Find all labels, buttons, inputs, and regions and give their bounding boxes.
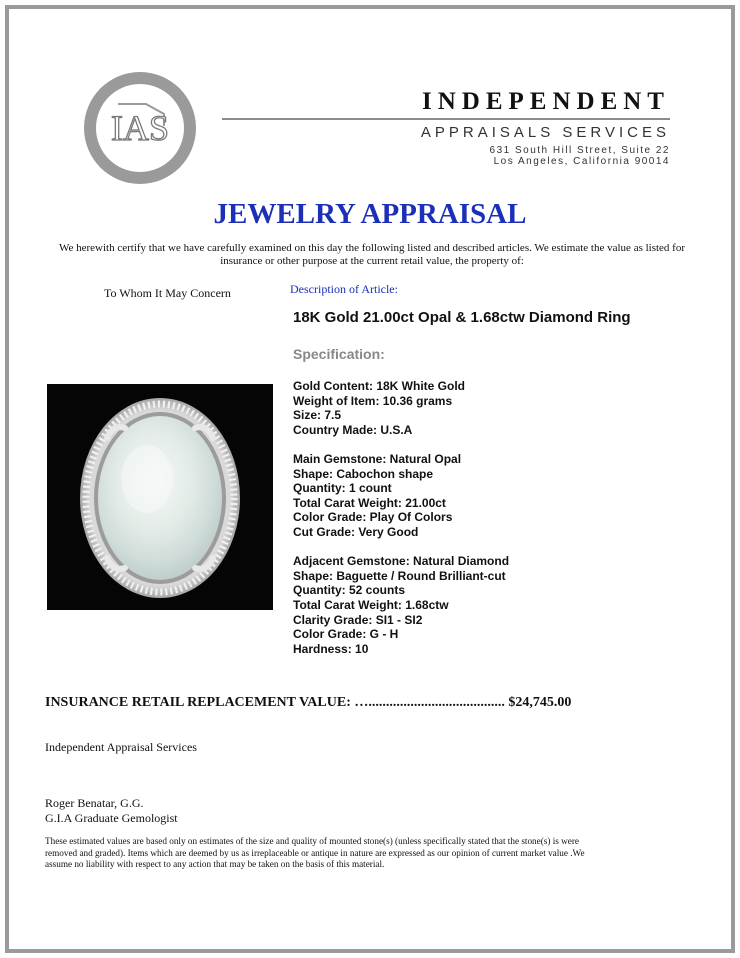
spec-adj-quantity: Quantity: 52 counts (293, 583, 406, 598)
spec-adj-clarity: Clarity Grade: SI1 - SI2 (293, 612, 423, 627)
spec-weight: Weight of Item: 10.36 grams (293, 393, 453, 408)
logo-letters: IAS (110, 108, 170, 148)
recipient: To Whom It May Concern (104, 286, 231, 300)
spec-size: Size: 7.5 (293, 408, 342, 423)
spec-adj-carat: Total Carat Weight: 1.68ctw (293, 597, 449, 612)
signer-title: G.I.A Graduate Gemologist (45, 811, 178, 825)
spec-adj-gemstone: Adjacent Gemstone: Natural Diamond (293, 554, 510, 569)
company-signoff: Independent Appraisal Services (45, 740, 197, 754)
intro-text: We herewith certify that we have carefully examined on this day the following listed and described articles. We estimate the value as listed for insurance or other purpose at the current retail value, the property of: (58, 242, 686, 267)
ias-logo (80, 68, 200, 188)
logo-ring-text: Appraisal (112, 152, 168, 172)
disclaimer-text: These estimated values are based only on estimates of the size and quality of mounted stone(s) (unless specifically stated that the stone(s) is were removed and graded). Items which are deemed by us as irreplaceable or antique in nature are expressed as our opinion of current market value .We assume no liability with respect to any action that may be taken on the basis of this material. (45, 836, 585, 869)
spec-country: Country Made: U.S.A (293, 422, 413, 437)
spec-main-carat: Total Carat Weight: 21.00ct (293, 495, 446, 510)
spec-adj-color: Color Grade: G - H (293, 627, 399, 642)
spec-adj-hardness: Hardness: 10 (293, 641, 369, 656)
address-line-2: Los Angeles, California 90014 (493, 156, 670, 167)
company-subtitle: APPRAISALS SERVICES (420, 124, 670, 141)
spec-adj-shape: Shape: Baguette / Round Brilliant-cut (293, 568, 506, 583)
header-rule (222, 118, 670, 120)
specifications (293, 379, 509, 656)
description-label: Description of Article: (290, 282, 398, 296)
spec-main-cut: Cut Grade: Very Good (293, 524, 419, 539)
spec-main-quantity: Quantity: 1 count (293, 481, 392, 496)
company-name: INDEPENDENT (422, 88, 670, 115)
address-line-1: 631 South Hill Street, Suite 22 (489, 145, 670, 156)
spec-main-gemstone: Main Gemstone: Natural Opal (293, 451, 462, 466)
insurance-value: INSURANCE RETAIL REPLACEMENT VALUE: …....................................... $24,745.00 (45, 695, 572, 710)
spec-main-color: Color Grade: Play Of Colors (293, 510, 453, 525)
company-address (380, 145, 670, 167)
signer-name: Roger Benatar, G.G. (45, 796, 144, 810)
signer-block (45, 796, 178, 826)
spec-gold-content: Gold Content: 18K White Gold (293, 379, 465, 393)
ring-photo (47, 384, 273, 610)
item-title: 18K Gold 21.00ct Opal & 1.68ctw Diamond Ring (293, 309, 631, 326)
document-title: JEWELRY APPRAISAL (213, 198, 527, 230)
specification-label: Specification: (293, 346, 385, 362)
spec-main-shape: Shape: Cabochon shape (293, 466, 434, 481)
